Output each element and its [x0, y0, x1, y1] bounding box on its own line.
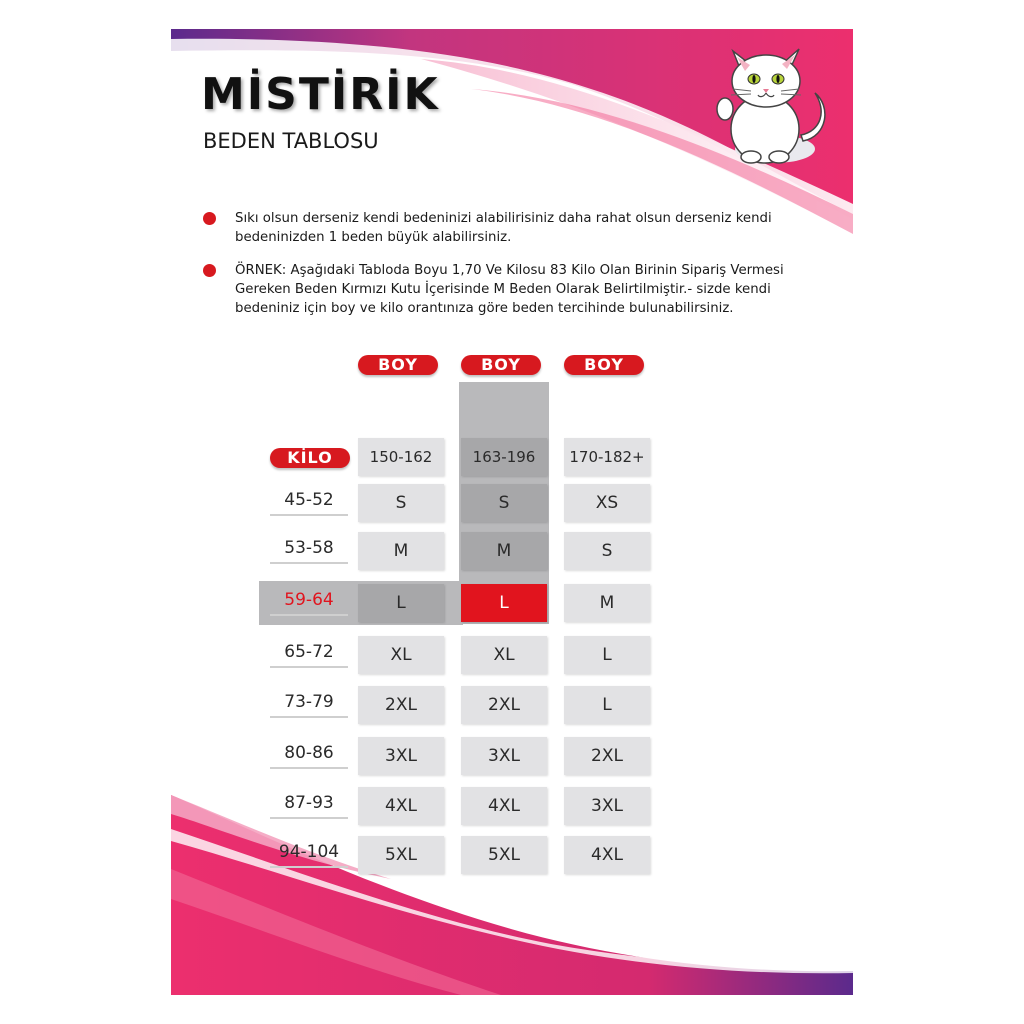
- kilo-range-label: 45-52: [284, 490, 334, 510]
- boy-label: BOY: [461, 355, 541, 375]
- boy-label: BOY: [564, 355, 644, 375]
- note-text: Sıkı olsun derseniz kendi bedeninizi alabilirisiniz daha rahat olsun derseniz kendi bedeninizden 1 beden büyük alabilirsiniz.: [235, 211, 772, 245]
- kilo-underline: [270, 817, 348, 819]
- size-cell: 2XL: [461, 686, 547, 724]
- size-cell: S: [461, 484, 547, 522]
- size-cell: M: [461, 532, 547, 570]
- size-table: [171, 29, 853, 995]
- size-cell: S: [564, 532, 650, 570]
- size-cell: 4XL: [358, 787, 444, 825]
- size-cell: XS: [564, 484, 650, 522]
- size-cell: M: [564, 584, 650, 622]
- size-cell: 2XL: [358, 686, 444, 724]
- size-cell: 5XL: [461, 836, 547, 874]
- kilo-label: KİLO: [270, 448, 350, 468]
- size-cell: 2XL: [564, 737, 650, 775]
- size-cell: XL: [461, 636, 547, 674]
- size-cell: 3XL: [358, 737, 444, 775]
- size-cell: L: [564, 686, 650, 724]
- size-cell: 4XL: [461, 787, 547, 825]
- kilo-underline: [270, 514, 348, 516]
- boy-range-cell: 163-196: [461, 438, 547, 476]
- kilo-range-label: 87-93: [284, 793, 334, 813]
- brand-logo: MİSTİRİK: [201, 69, 440, 120]
- boy-range-cell: 150-162: [358, 438, 444, 476]
- size-cell: 3XL: [564, 787, 650, 825]
- kilo-underline: [270, 562, 348, 564]
- size-cell: L: [564, 636, 650, 674]
- kilo-underline: [270, 614, 348, 616]
- size-cell: S: [358, 484, 444, 522]
- size-chart-card: [171, 29, 853, 995]
- kilo-underline: [270, 666, 348, 668]
- size-cell: 4XL: [564, 836, 650, 874]
- size-cell: L: [358, 584, 444, 622]
- kilo-range-label: 80-86: [284, 743, 334, 763]
- size-cell: 5XL: [358, 836, 444, 874]
- size-cell: XL: [358, 636, 444, 674]
- boy-label: BOY: [358, 355, 438, 375]
- page-subtitle: BEDEN TABLOSU: [203, 129, 379, 153]
- size-cell: L: [461, 584, 547, 622]
- kilo-range-label: 59-64: [284, 590, 334, 610]
- kilo-range-label: 65-72: [284, 642, 334, 662]
- note-text: ÖRNEK: Aşağıdaki Tabloda Boyu 1,70 Ve Kilosu 83 Kilo Olan Birinin Sipariş Vermesi Gereken Beden Kırmızı Kutu İçerisinde M Beden Olarak Belirtilmiştir.- sizde kendi bedeniniz için boy ve kilo orantınıza göre beden tercihinde bulunabilirsiniz.: [235, 263, 784, 316]
- kilo-underline: [270, 866, 348, 868]
- size-cell: M: [358, 532, 444, 570]
- kilo-range-label: 73-79: [284, 692, 334, 712]
- size-cell: 3XL: [461, 737, 547, 775]
- kilo-range-label: 94-104: [278, 842, 340, 862]
- kilo-underline: [270, 716, 348, 718]
- boy-range-cell: 170-182+: [564, 438, 650, 476]
- kilo-underline: [270, 767, 348, 769]
- kilo-range-label: 53-58: [284, 538, 334, 558]
